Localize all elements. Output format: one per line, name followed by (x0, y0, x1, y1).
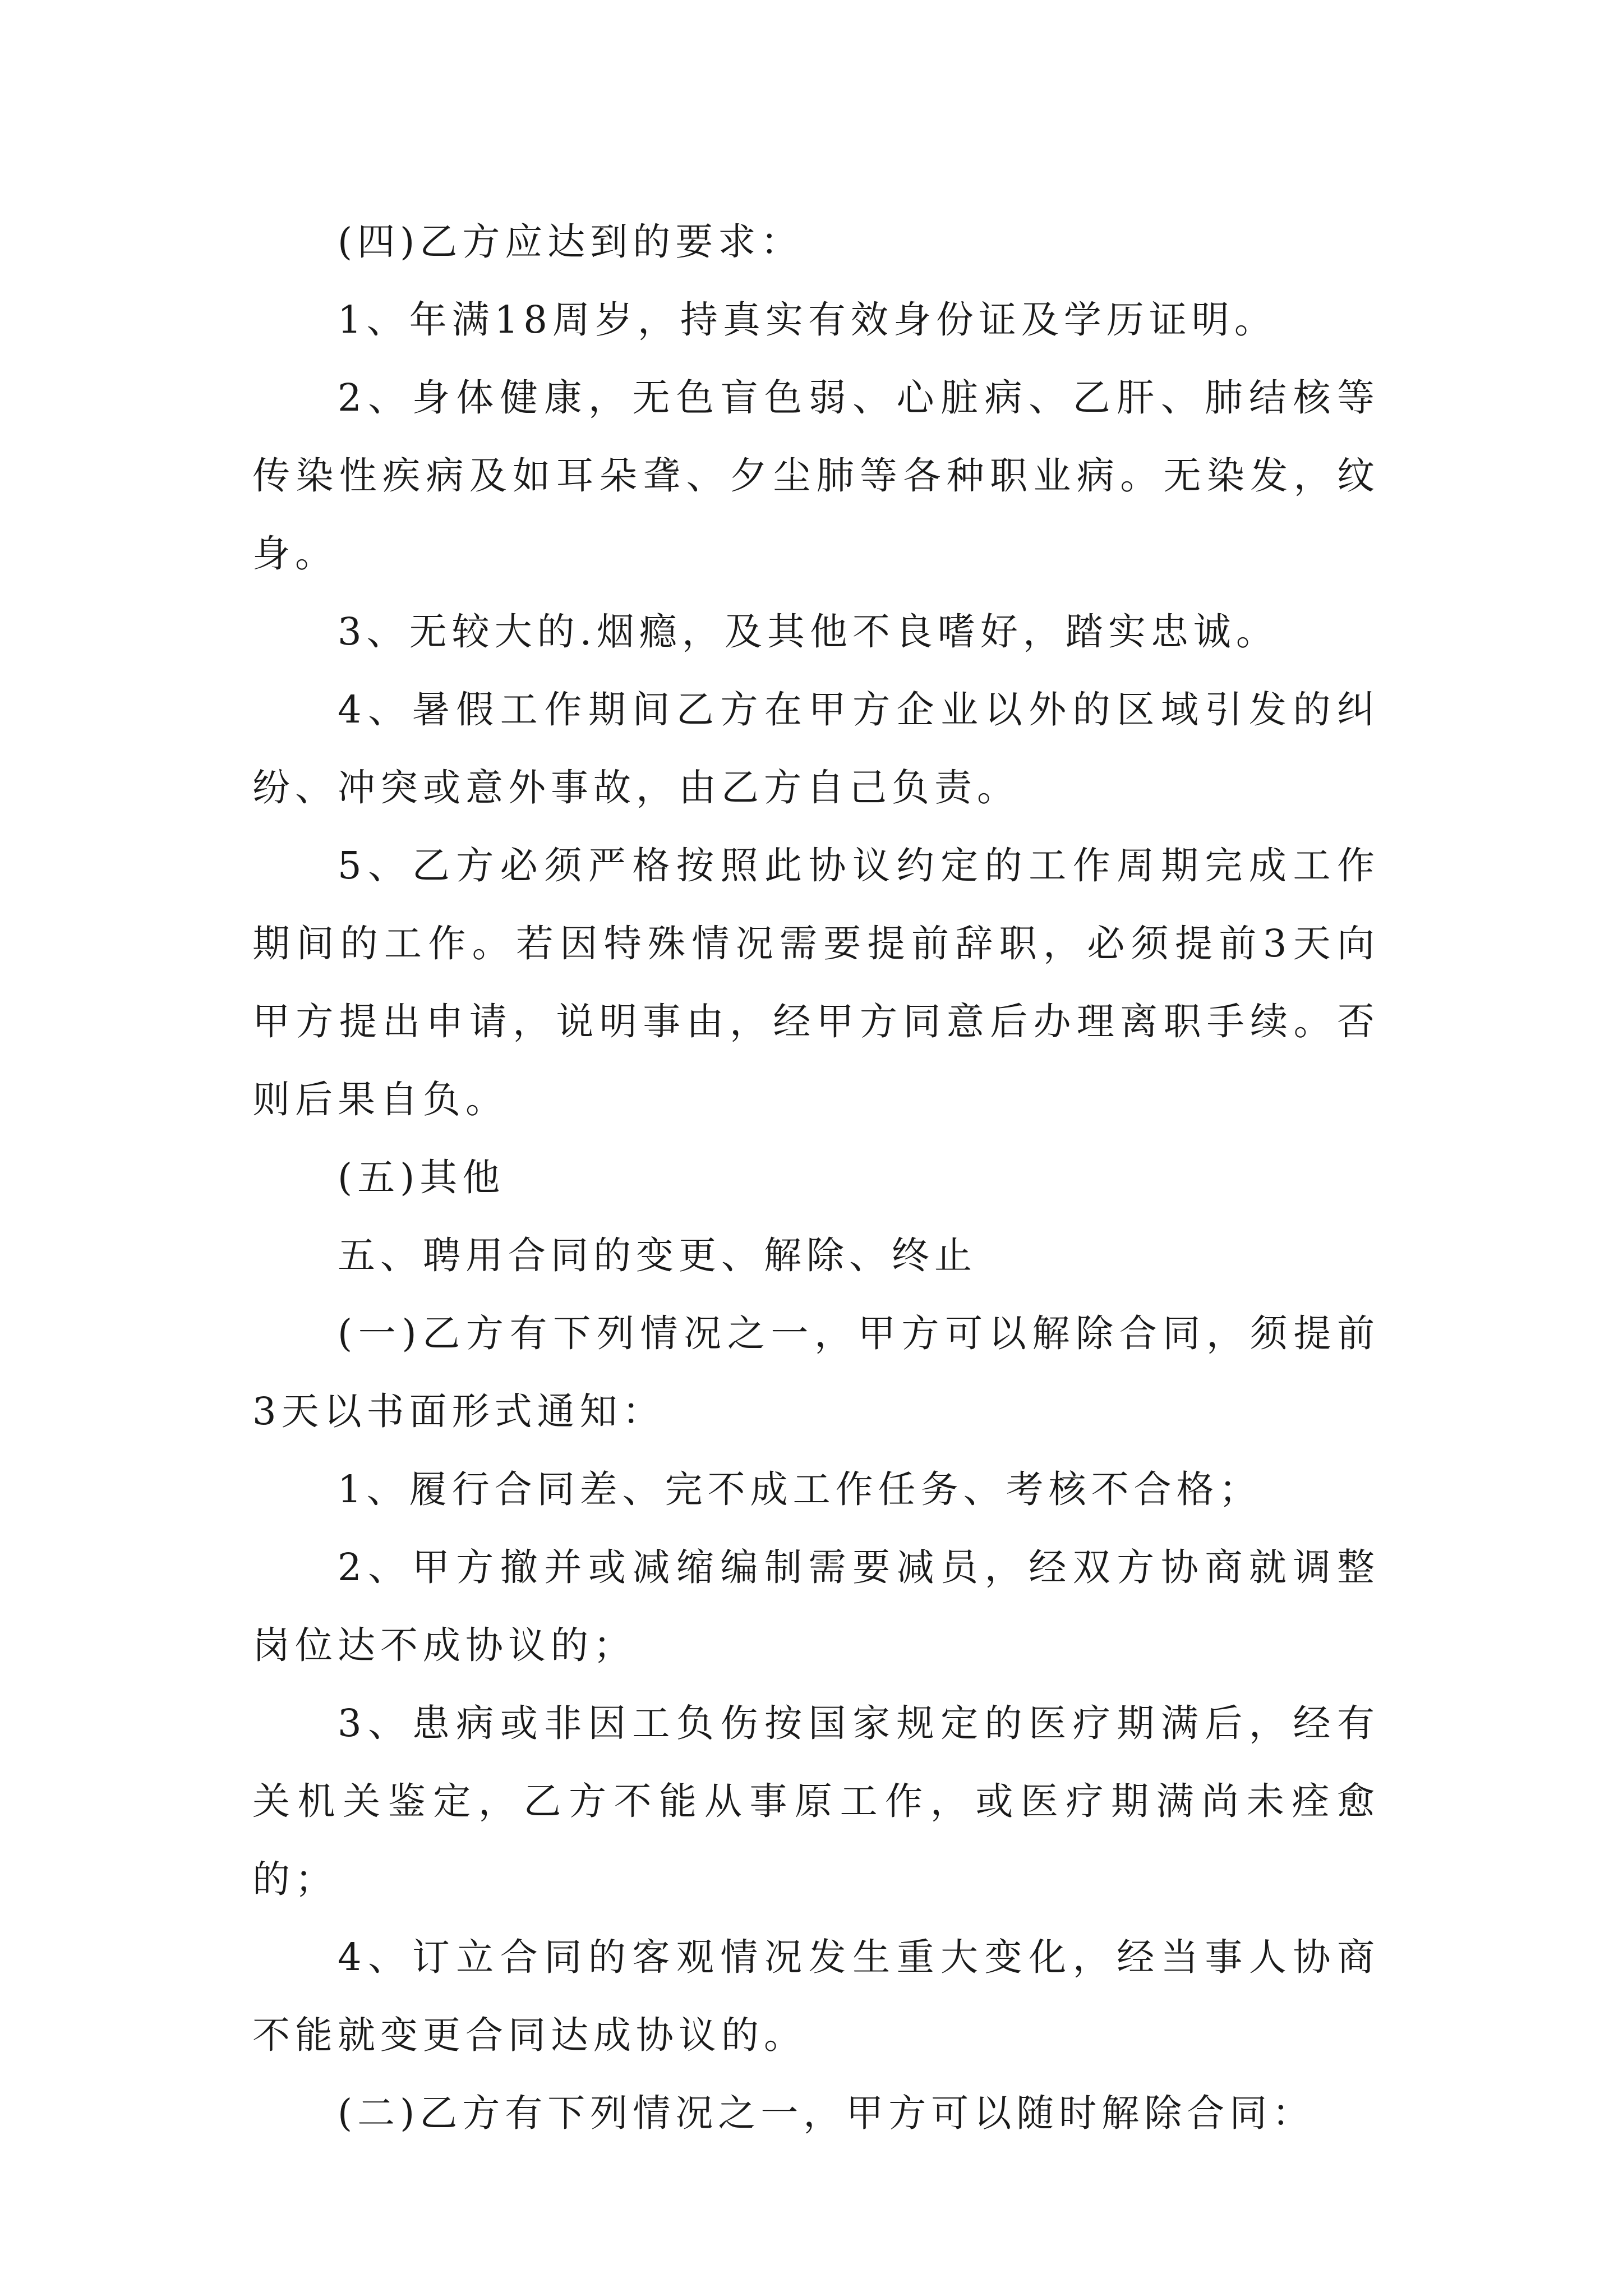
paragraph: (四)乙方应达到的要求： (338, 220, 804, 264)
paragraph: 五、聘用合同的变更、解除、终止 (338, 1234, 977, 1277)
paragraph: 3、患病或非因工负伤按国家规定的医疗期满后，经有关机关鉴定，乙方不能从事原工作，或医疗期满尚未痊愈的； (252, 1701, 1380, 1901)
paragraph: 2、身体健康，无色盲色弱、心脏病、乙肝、肺结核等传染性疾病及如耳朵聋、夕尘肺等各种职业病。无染发，纹身。 (252, 376, 1380, 576)
paragraph: 2、甲方撤并或减缩编制需要减员，经双方协商就调整岗位达不成协议的； (252, 1545, 1380, 1667)
paragraph: 4、暑假工作期间乙方在甲方企业以外的区域引发的纠纷、冲突或意外事故，由乙方自己负责。 (252, 688, 1380, 809)
paragraph: (二)乙方有下列情况之一，甲方可以随时解除合同： (338, 2091, 1315, 2135)
paragraph: 3、无较大的.烟瘾，及其他不良嗜好，踏实忠诚。 (338, 610, 1279, 654)
paragraph: 1、年满18周岁，持真实有效身份证及学历证明。 (338, 298, 1277, 342)
paragraph: 5、乙方必须严格按照此协议约定的工作周期完成工作期间的工作。若因特殊情况需要提前辞职，必须提前3天向甲方提出申请，说明事由，经甲方同意后办理离职手续。否则后果自负。 (252, 844, 1380, 1121)
paragraph: (五)其他 (338, 1156, 505, 1199)
paragraph: (一)乙方有下列情况之一，甲方可以解除合同，须提前3天以书面形式通知： (252, 1312, 1380, 1433)
document-body (252, 203, 1380, 2152)
paragraph: 1、履行合同差、完不成工作任务、考核不合格； (338, 1467, 1262, 1511)
paragraph: 4、订立合同的客观情况发生重大变化，经当事人协商不能就变更合同达成协议的。 (252, 1935, 1380, 2057)
